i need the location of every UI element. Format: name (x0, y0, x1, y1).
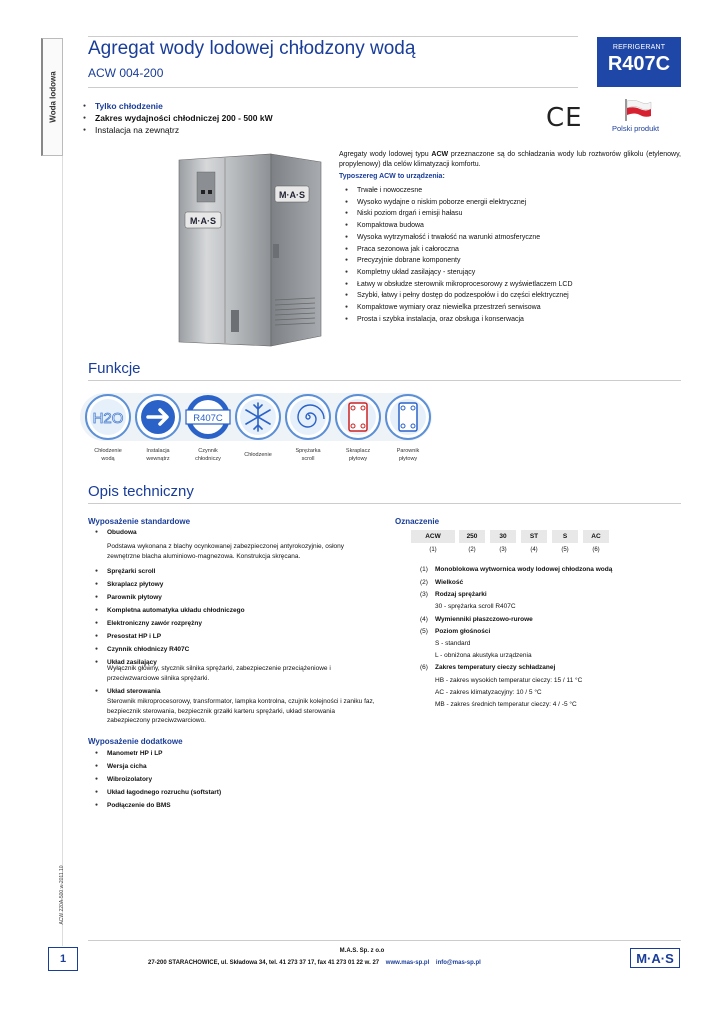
function-label: Parownik płytowy (396, 448, 420, 462)
email-link[interactable]: info@mas-sp.pl (435, 960, 481, 966)
code-index: (3) (499, 547, 507, 553)
arrow-right-icon (134, 393, 182, 441)
legend-item: Wymienniki płaszczowo-rurowe (435, 616, 533, 623)
page-title: Agregat wody lodowej chłodzony wodą (88, 38, 416, 59)
code-index: (2) (468, 547, 476, 553)
feature-item: ● Niski poziom drgań i emisji hałasu (357, 208, 573, 220)
function-label: Instalacja wewnątrz (146, 448, 170, 462)
code-index: (6) (592, 547, 600, 553)
add-equipment-heading: Wyposażenie dodatkowe (88, 737, 183, 746)
svg-text:R407C: R407C (193, 413, 223, 424)
std-item: ● Kompletna automatyka układu chłodniczego (107, 604, 245, 617)
std-item: ● Sprężarki scroll (107, 565, 245, 578)
feature-item: ● Łatwy w obsłudze sterownik mikroprocesorowy z wyświetlaczem LCD (357, 279, 573, 291)
intro-part: Agregaty wody lodowej typu (339, 151, 432, 158)
feature-item: ● Praca sezonowa jak i całoroczna (357, 244, 573, 256)
std-item: ● Układ zasilający (107, 656, 245, 669)
svg-text:M·A·S: M·A·S (636, 951, 674, 966)
refrigerant-name: R407C (607, 53, 671, 75)
svg-text:M·A·S: M·A·S (190, 216, 216, 226)
legend-item: Poziom głośności (435, 628, 491, 635)
code-cell: 30 (490, 530, 516, 543)
features-title: Typoszereg ACW to urządzenia: (339, 173, 445, 180)
std-item: ● Skraplacz płytowy (107, 578, 245, 591)
code-cell: ACW (411, 530, 455, 543)
feature-item: ● Trwałe i nowoczesne (357, 185, 573, 197)
company-name: M.A.S. Sp. z o.o (339, 948, 385, 954)
intro-model: ACW (431, 151, 449, 158)
polish-flag-icon (624, 99, 652, 121)
obudowa-item: ● Obudowa (107, 529, 137, 536)
refrigerant-label: REFRIGERANT (612, 44, 666, 51)
code-cell: AC (583, 530, 609, 543)
function-label: Chłodzenie wodą (94, 448, 122, 462)
legend-detail: AC - zakres klimatyzacyjny: 10 / 5 °C (435, 689, 542, 696)
refrigerant-icon (184, 393, 232, 441)
feature-item: ● Kompaktowa budowa (357, 220, 573, 232)
legend-detail: HB - zakres wysokich temperatur cieczy: 15 / 11 °C (435, 677, 583, 684)
highlight-item: ● Instalacja na zewnątrz (95, 124, 273, 136)
std-equipment-heading: Wyposażenie standardowe (88, 517, 191, 526)
std-equipment-list (107, 565, 245, 669)
feature-item: ● Kompletny układ zasilający - sterujący (357, 267, 573, 279)
intro-text (339, 150, 681, 169)
section-heading-funkcje: Funkcje (88, 360, 141, 377)
feature-item: ● Kompaktowe wymiary oraz niewielka przestrzeń serwisowa (357, 302, 573, 314)
function-label: Skraplacz płytowy (345, 448, 371, 462)
function-label: Sprężarka scroll (295, 448, 321, 462)
h2o-icon (84, 393, 132, 441)
legend-detail: MB - zakres średnich temperatur cieczy: 4 / -5 °C (435, 701, 577, 708)
std-item: ● Presostat HP i LP (107, 630, 245, 643)
function-label: Chłodzenie (244, 452, 272, 458)
section-rule (88, 380, 681, 381)
code-cell: ST (521, 530, 547, 543)
add-item: ● Manometr HP i LP (107, 747, 221, 760)
product-photo (175, 150, 325, 348)
side-divider (62, 156, 63, 946)
feature-item: ● Szybki, łatwy i pełny dostęp do podzespołów i do części elektrycznej (357, 290, 573, 302)
code-cell: 250 (459, 530, 485, 543)
scroll-compressor-icon (284, 393, 332, 441)
intro-part: przeznaczone są do schładzania wody lub roztworów glikolu (etylenowy, propylenowy) dla celów klimatyzacji komfortu. (339, 151, 682, 168)
ce-mark-icon: CE (546, 103, 583, 133)
snowflake-icon (234, 393, 282, 441)
feature-item: ● Wysoko wydajne o niskim poborze energii elektrycznej (357, 197, 573, 209)
refrigerant-badge (597, 37, 681, 87)
plate-condenser-icon (334, 393, 382, 441)
designation-heading: Oznaczenie (395, 517, 440, 526)
legend-item: Monoblokowa wytwornica wody lodowej chłodzona wodą (435, 566, 613, 573)
sterowanie-item: ● Układ sterowania (107, 688, 160, 695)
footer-rule (88, 940, 681, 941)
mas-logo (630, 948, 680, 968)
legend-detail: 30 - sprężarka scroll R407C (435, 603, 516, 610)
header-rule-bottom (88, 87, 578, 88)
document-code: ACW 220A-500 w-2011.10 (59, 865, 65, 925)
company-address: 27-200 STARACHOWICE, ul. Składowa 34, tel. 41 273 37 17, fax 41 273 01 22 w. 27 www.mas-sp.pl info@mas-sp.pl (148, 960, 481, 966)
code-index: (5) (561, 547, 569, 553)
svg-text:H2O: H2O (92, 410, 124, 427)
website-link[interactable]: www.mas-sp.pl (385, 960, 430, 966)
feature-item: ● Prosta i szybka instalacja, oraz obsługa i konserwacja (357, 314, 573, 326)
legend-detail: L - obniżona akustyka urządzenia (435, 652, 532, 659)
legend-item: Wielkość (435, 579, 464, 586)
add-item: ● Wersja cicha (107, 760, 221, 773)
add-equipment-list (107, 747, 221, 812)
function-label: Czynnik chłodniczy (195, 448, 221, 462)
feature-item: ● Wysoka wytrzymałość i trwałość na warunki atmosferyczne (357, 232, 573, 244)
plate-evaporator-icon (384, 393, 432, 441)
code-index: (4) (530, 547, 538, 553)
std-item: ● Czynnik chłodniczy R407C (107, 643, 245, 656)
side-tab (41, 38, 63, 156)
legend-item: Zakres temperatury cieczy schładzanej (435, 664, 556, 671)
legend-detail: S - standard (435, 640, 471, 647)
features-list (357, 185, 573, 325)
sterowanie-text: Sterownik mikroprocesorowy, transformator, lampka kontrolna, czujnik kolejności i zaniku faz, bezpiecznik sterowania, bezpiecznik grzałki karteru sprężarki, układ sterowania zabezpieczony przeciwzwarciowo. (107, 698, 375, 724)
page-number: 1 (48, 947, 78, 971)
add-item: ● Układ łagodnego rozruchu (softstart) (107, 786, 221, 799)
legend-item: Rodzaj sprężarki (435, 591, 487, 598)
section-heading-opis: Opis techniczny (88, 483, 194, 500)
std-item: ● Elektroniczny zawór rozprężny (107, 617, 245, 630)
side-tab-label: Woda lodowa (48, 71, 57, 123)
add-item: ● Podłączenie do BMS (107, 799, 221, 812)
feature-item: ● Precyzyjnie dobrane komponenty (357, 255, 573, 267)
highlight-item: ● Tylko chłodzenie (95, 100, 273, 112)
zasilajacy-text: Wyłącznik główny, stycznik silnika sprężarki, zabezpieczenie przeciążeniowe i przeciwzwarciowe silnika sprężarki. (107, 665, 331, 682)
section-rule (88, 503, 681, 504)
highlight-item: ● Zakres wydajności chłodniczej 200 - 500 kW (95, 112, 273, 124)
page-subtitle: ACW 004-200 (88, 66, 164, 80)
std-item: ● Parownik płytowy (107, 591, 245, 604)
svg-text:M·A·S: M·A·S (279, 190, 305, 200)
polish-product-label: Polski produkt (612, 124, 660, 133)
highlights-list (95, 100, 273, 136)
code-cell: S (552, 530, 578, 543)
header-rule-top (88, 36, 578, 37)
code-index: (1) (429, 547, 437, 553)
obudowa-text: Podstawa wykonana z blachy ocynkowanej zabezpieczonej antyrokozyjnie, osłony zewnętrzne blacha aluminiowo-magnezowa. Konstrukcja skręcana. (107, 543, 345, 560)
add-item: ● Wibroizolatory (107, 773, 221, 786)
